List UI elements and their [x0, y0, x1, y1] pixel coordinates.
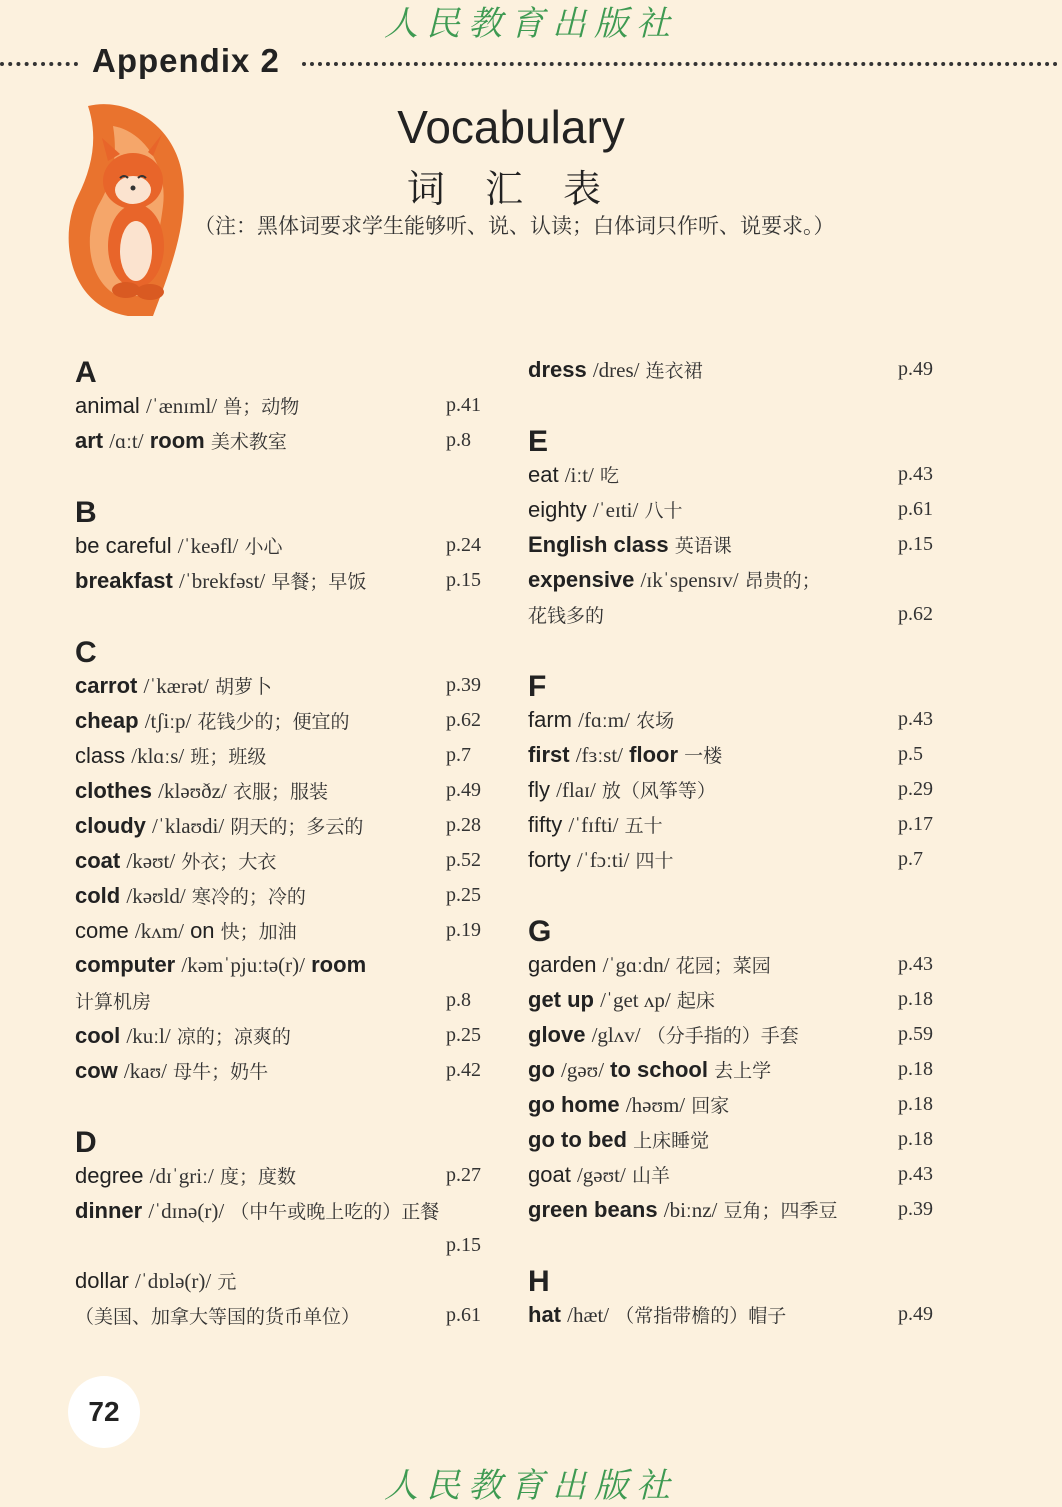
entry-page-ref: p.8: [446, 989, 471, 1011]
entry-word: cool: [75, 1023, 121, 1048]
entry-phonetic: /ɑːt/: [109, 429, 144, 453]
entry-word: farm: [528, 707, 572, 732]
entry-meaning: 外衣；大衣: [181, 851, 277, 873]
entry-meaning: 计算机房: [75, 991, 152, 1013]
entry-phonetic: /ˈænɪml/: [145, 394, 218, 418]
entry-phonetic: /flaɪ/: [556, 778, 596, 802]
title-english: Vocabulary: [397, 101, 625, 153]
entry-meaning: 衣服；服装: [232, 781, 328, 803]
title-chinese: 词 汇 表: [406, 167, 616, 211]
entry-word: garden: [528, 952, 597, 977]
entry-word: be careful: [75, 533, 172, 558]
entry-meaning: 美术教室: [210, 431, 287, 453]
entry-page-ref: p.41: [446, 394, 481, 416]
entry-word: breakfast: [75, 568, 173, 593]
entry-page-ref: p.29: [898, 778, 933, 800]
entry-word: carrot: [75, 673, 138, 698]
entry-meaning: 农场: [636, 710, 675, 732]
entry-page-ref: p.7: [446, 744, 471, 766]
entry-word: glove: [528, 1022, 586, 1047]
entry-page-ref: p.43: [898, 463, 933, 485]
entry-page-ref: p.59: [898, 1023, 933, 1045]
entry-word: degree: [75, 1163, 144, 1188]
entry-meaning: 一楼: [684, 745, 723, 767]
vocab-entry: [75, 917, 297, 944]
entry-page-ref: p.25: [446, 884, 481, 906]
entry-meaning: 四十: [635, 850, 674, 872]
entry-phonetic: /klɑːs/: [131, 744, 185, 768]
entry-word: fly: [528, 777, 550, 802]
entry-page-ref: p.15: [446, 1234, 481, 1256]
vocab-entry: [75, 1267, 236, 1294]
entry-page-ref: p.49: [898, 358, 933, 380]
entry-word-suffix: floor: [629, 742, 679, 767]
section-letter: D: [75, 1126, 97, 1159]
entry-meaning: 吃: [600, 465, 620, 487]
entry-phonetic: /kaʊ/: [123, 1059, 167, 1083]
entry-phonetic: /ɪkˈspensɪv/: [640, 568, 739, 592]
entry-word: coat: [75, 848, 121, 873]
entry-meaning: 凉的；凉爽的: [176, 1026, 291, 1048]
vocab-entry: [528, 706, 674, 733]
entry-page-ref: p.61: [898, 498, 933, 520]
entry-page-ref: p.43: [898, 953, 933, 975]
entry-page-ref: p.25: [446, 1024, 481, 1046]
entry-page-ref: p.61: [446, 1304, 481, 1326]
entry-word: art: [75, 428, 104, 453]
vocab-entry: [75, 1197, 439, 1224]
entry-page-ref: p.19: [446, 919, 481, 941]
entry-meaning: 八十: [644, 500, 683, 522]
entry-word: cheap: [75, 708, 139, 733]
vocab-entry: [528, 1301, 786, 1328]
entry-meaning: 回家: [691, 1095, 730, 1117]
vocab-entry: [528, 846, 674, 873]
entry-meaning: 英语课: [674, 535, 732, 557]
entry-phonetic: /kləʊðz/: [158, 779, 227, 803]
entry-phonetic: /fɜːst/: [575, 743, 624, 767]
entry-word: come: [75, 918, 129, 943]
entry-phonetic: /gəʊt/: [576, 1163, 626, 1187]
entry-page-ref: p.27: [446, 1164, 481, 1186]
entry-meaning: 放（风筝等）: [601, 780, 716, 802]
entry-meaning: 山羊: [631, 1165, 670, 1187]
vocab-entry: [75, 707, 350, 734]
entry-word-suffix: on: [190, 918, 215, 943]
vocab-entry: [528, 1091, 729, 1118]
entry-meaning: 花园；菜园: [675, 955, 771, 977]
vocab-entry: [75, 1057, 268, 1084]
page-number: 72: [68, 1376, 140, 1448]
entry-meaning: 早餐；早饭: [271, 571, 367, 593]
entry-meaning: （美国、加拿大等国的货币单位）: [75, 1306, 361, 1328]
entry-word: go: [528, 1057, 555, 1082]
entry-phonetic: /ˈklaʊdi/: [152, 814, 225, 838]
entry-page-ref: p.28: [446, 814, 481, 836]
entry-meaning: 去上学: [714, 1060, 772, 1082]
entry-phonetic: /kuːl/: [126, 1024, 171, 1048]
entry-word-suffix: to school: [610, 1057, 708, 1082]
entry-phonetic: /ˈdɒlə(r)/: [134, 1269, 212, 1293]
vocab-entry: [75, 882, 306, 909]
entry-phonetic: /ˈkeəfl/: [177, 534, 239, 558]
entry-word: green beans: [528, 1197, 658, 1222]
vocab-entry: [528, 496, 682, 523]
entry-phonetic: /glʌv/: [591, 1023, 641, 1047]
entry-page-ref: p.5: [898, 743, 923, 765]
entry-phonetic: /ˈfɪfti/: [568, 813, 619, 837]
dotted-rule-right: [302, 62, 1058, 66]
entry-word: expensive: [528, 567, 635, 592]
entry-phonetic: /tʃiːp/: [144, 709, 192, 733]
vocab-entry: [75, 567, 366, 594]
entry-meaning: 昂贵的；: [744, 570, 821, 592]
entry-phonetic: /kəmˈpjuːtə(r)/: [181, 953, 305, 977]
entry-page-ref: p.62: [898, 603, 933, 625]
entry-word: class: [75, 743, 126, 768]
entry-phonetic: /ˈbrekfəst/: [178, 569, 266, 593]
appendix-heading: Appendix 2: [92, 42, 280, 79]
entry-phonetic: /ˈdɪnə(r)/: [148, 1199, 225, 1223]
entry-word: dress: [528, 357, 587, 382]
entry-word: fifty: [528, 812, 563, 837]
entry-word: animal: [75, 393, 140, 418]
entry-page-ref: p.18: [898, 1058, 933, 1080]
entry-meaning: 班；班级: [190, 746, 267, 768]
entry-page-ref: p.8: [446, 429, 471, 451]
section-letter: B: [75, 496, 97, 529]
entry-page-ref: p.18: [898, 988, 933, 1010]
entry-word: dollar: [75, 1268, 129, 1293]
vocab-entry: [528, 951, 771, 978]
entry-meaning: 快；加油: [220, 921, 297, 943]
entry-word: goat: [528, 1162, 571, 1187]
entry-word: eat: [528, 462, 559, 487]
entry-page-ref: p.42: [446, 1059, 481, 1081]
section-letter: A: [75, 356, 97, 389]
section-letter: H: [528, 1265, 550, 1298]
section-letter: E: [528, 425, 549, 458]
vocab-entry: [75, 392, 299, 419]
vocab-entry: [528, 1021, 799, 1048]
entry-phonetic: /dɪˈgriː/: [149, 1164, 214, 1188]
entry-meaning: 五十: [624, 815, 663, 837]
entry-meaning: 上床睡觉: [633, 1130, 710, 1152]
entry-page-ref: p.24: [446, 534, 481, 556]
entry-phonetic: /ˈgɑːdn/: [602, 953, 670, 977]
vocab-entry: [75, 532, 283, 559]
entry-word: cold: [75, 883, 121, 908]
entry-word: clothes: [75, 778, 153, 803]
entry-page-ref: p.15: [446, 569, 481, 591]
entry-page-ref: p.7: [898, 848, 923, 870]
entry-meaning: 母牛；奶牛: [173, 1061, 269, 1083]
vocab-entry: [75, 812, 363, 839]
entry-page-ref: p.17: [898, 813, 933, 835]
entry-meaning: （中午或晚上吃的）正餐: [230, 1201, 440, 1223]
section-letter: G: [528, 915, 552, 948]
entry-phonetic: /ˈeɪti/: [592, 498, 639, 522]
entry-meaning: 度；度数: [219, 1166, 296, 1188]
entry-meaning: 连衣裙: [645, 360, 703, 382]
entry-page-ref: p.49: [898, 1303, 933, 1325]
entry-word: cloudy: [75, 813, 146, 838]
entry-meaning: 兽；动物: [223, 396, 300, 418]
entry-word: forty: [528, 847, 571, 872]
vocab-entry: [528, 566, 821, 593]
entry-word: dinner: [75, 1198, 143, 1223]
dotted-rule-left: [0, 62, 78, 66]
entry-word-suffix: room: [311, 952, 367, 977]
entry-word-suffix: room: [149, 428, 205, 453]
entry-meaning: 起床: [676, 990, 715, 1012]
entry-meaning: 阴天的；多云的: [230, 816, 364, 838]
usage-note: （注：黑体词要求学生能够听、说、认读；白体词只作听、说要求。）: [194, 214, 835, 238]
vocab-entry: [75, 742, 266, 769]
vocab-entry: [528, 811, 663, 838]
entry-page-ref: p.39: [446, 674, 481, 696]
vocab-entry: [528, 461, 619, 488]
vocab-entry: [528, 1056, 771, 1083]
entry-word: go home: [528, 1092, 620, 1117]
entry-word: eighty: [528, 497, 587, 522]
entry-page-ref: p.49: [446, 779, 481, 801]
entry-meaning: 豆角；四季豆: [723, 1200, 838, 1222]
entry-phonetic: /hæt/: [567, 1303, 610, 1327]
vocab-entry: [75, 777, 328, 804]
vocab-entry: [75, 427, 287, 454]
entry-word: cow: [75, 1058, 118, 1083]
entry-phonetic: /biːnz/: [663, 1198, 718, 1222]
vocab-entry: [75, 672, 272, 699]
entry-page-ref: p.18: [898, 1128, 933, 1150]
vocab-entry: [528, 1126, 709, 1153]
entry-page-ref: p.52: [446, 849, 481, 871]
vocab-entry: [75, 1302, 360, 1329]
entry-phonetic: /kəʊld/: [126, 884, 186, 908]
entry-page-ref: p.39: [898, 1198, 933, 1220]
entry-meaning: 胡萝卜: [214, 676, 272, 698]
section-letter: F: [528, 670, 547, 703]
entry-word: English class: [528, 532, 669, 557]
entry-word: first: [528, 742, 570, 767]
entry-meaning: （常指带檐的）帽子: [615, 1305, 787, 1327]
vocab-entry: [528, 1161, 670, 1188]
entry-word: get up: [528, 987, 594, 1012]
entry-phonetic: /iːt/: [564, 463, 594, 487]
vocab-entry: [75, 847, 276, 874]
section-letter: C: [75, 636, 97, 669]
publisher-logo-top: 人民教育出版社: [384, 4, 678, 44]
entry-meaning: （分手指的）手套: [646, 1025, 799, 1047]
entry-word: go to bed: [528, 1127, 627, 1152]
entry-page-ref: p.43: [898, 708, 933, 730]
entry-phonetic: /ˈget ʌp/: [600, 988, 671, 1012]
entry-word: hat: [528, 1302, 561, 1327]
entry-page-ref: p.62: [446, 709, 481, 731]
vocab-entry: [75, 987, 151, 1014]
entry-page-ref: p.15: [898, 533, 933, 555]
entry-phonetic: /həʊm/: [625, 1093, 686, 1117]
publisher-logo-bottom: 人民教育出版社: [384, 1466, 678, 1506]
entry-phonetic: /gəʊ/: [561, 1058, 605, 1082]
entry-word: computer: [75, 952, 176, 977]
entry-meaning: 元: [217, 1271, 237, 1293]
entry-meaning: 小心: [244, 536, 283, 558]
vocab-entry: [528, 601, 604, 628]
vocab-entry: [75, 952, 366, 978]
vocab-entry: [75, 1022, 291, 1049]
entry-meaning: 花钱多的: [528, 605, 605, 627]
vocab-entry: [528, 356, 703, 383]
vocab-entry: [528, 776, 716, 803]
entry-meaning: 寒冷的；冷的: [191, 886, 306, 908]
entry-page-ref: p.18: [898, 1093, 933, 1115]
entry-meaning: 花钱少的；便宜的: [197, 711, 350, 733]
entry-phonetic: /ˈfɔːti/: [576, 848, 630, 872]
entry-page-ref: p.43: [898, 1163, 933, 1185]
vocab-entry: [528, 1196, 838, 1223]
vocab-entry: [75, 1162, 296, 1189]
entry-phonetic: /ˈkærət/: [143, 674, 209, 698]
entry-phonetic: /kəʊt/: [126, 849, 176, 873]
vocab-entry: [528, 531, 732, 558]
entry-phonetic: /fɑːm/: [578, 708, 630, 732]
vocab-entry: [528, 986, 715, 1013]
vocab-entry: [528, 741, 722, 768]
entry-phonetic: /kʌm/: [134, 919, 184, 943]
entry-phonetic: /dres/: [592, 358, 640, 382]
